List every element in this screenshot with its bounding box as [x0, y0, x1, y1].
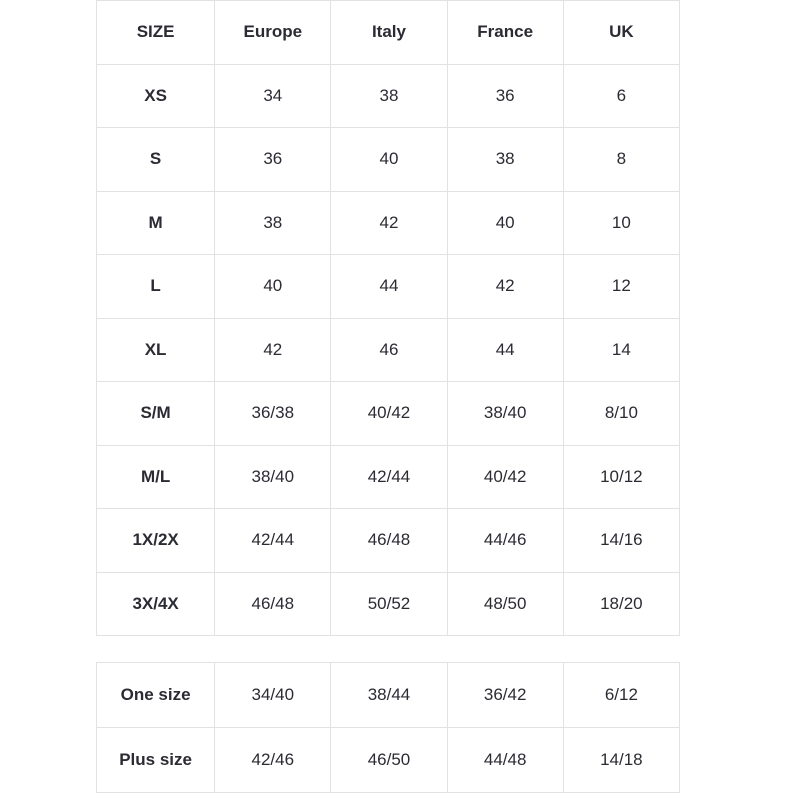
cell-uk: 14 — [563, 318, 679, 382]
table-row — [97, 255, 680, 319]
cell-uk: 18/20 — [563, 572, 679, 636]
cell-europe: 42/44 — [215, 509, 331, 573]
row-label: S — [97, 128, 215, 192]
table-row — [97, 128, 680, 192]
cell-europe: 40 — [215, 255, 331, 319]
row-label: 1X/2X — [97, 509, 215, 573]
column-header-europe: Europe — [215, 1, 331, 65]
cell-france: 48/50 — [447, 572, 563, 636]
table-row — [97, 318, 680, 382]
column-header-france: France — [447, 1, 563, 65]
column-header-italy: Italy — [331, 1, 447, 65]
cell-italy: 40 — [331, 128, 447, 192]
cell-france: 36 — [447, 64, 563, 128]
row-label: L — [97, 255, 215, 319]
cell-uk: 14/16 — [563, 509, 679, 573]
row-label: XS — [97, 64, 215, 128]
cell-italy: 50/52 — [331, 572, 447, 636]
cell-europe: 42 — [215, 318, 331, 382]
table-row — [97, 191, 680, 255]
row-label: Plus size — [97, 728, 215, 793]
row-label: XL — [97, 318, 215, 382]
cell-uk: 10 — [563, 191, 679, 255]
column-header-size: SIZE — [97, 1, 215, 65]
table-row — [97, 445, 680, 509]
row-label: 3X/4X — [97, 572, 215, 636]
row-label: M/L — [97, 445, 215, 509]
cell-france: 40/42 — [447, 445, 563, 509]
cell-italy: 44 — [331, 255, 447, 319]
cell-uk: 14/18 — [563, 728, 679, 793]
table-row — [97, 64, 680, 128]
row-label: M — [97, 191, 215, 255]
cell-uk: 8 — [563, 128, 679, 192]
table-row — [97, 728, 680, 793]
cell-france: 38/40 — [447, 382, 563, 446]
cell-france: 44 — [447, 318, 563, 382]
cell-italy: 38 — [331, 64, 447, 128]
size-conversion-table — [96, 0, 680, 636]
table-row — [97, 509, 680, 573]
row-label: S/M — [97, 382, 215, 446]
header-row — [97, 1, 680, 65]
cell-uk: 10/12 — [563, 445, 679, 509]
column-header-uk: UK — [563, 1, 679, 65]
cell-uk: 6 — [563, 64, 679, 128]
cell-france: 44/48 — [447, 728, 563, 793]
cell-france: 38 — [447, 128, 563, 192]
cell-italy: 38/44 — [331, 663, 447, 728]
cell-europe: 46/48 — [215, 572, 331, 636]
cell-uk: 12 — [563, 255, 679, 319]
cell-europe: 34 — [215, 64, 331, 128]
table-header — [97, 1, 680, 65]
cell-italy: 46/48 — [331, 509, 447, 573]
cell-europe: 38/40 — [215, 445, 331, 509]
cell-uk: 6/12 — [563, 663, 679, 728]
cell-france: 42 — [447, 255, 563, 319]
table-body — [97, 663, 680, 793]
cell-europe: 36 — [215, 128, 331, 192]
cell-france: 40 — [447, 191, 563, 255]
cell-france: 36/42 — [447, 663, 563, 728]
table-row — [97, 572, 680, 636]
cell-italy: 42 — [331, 191, 447, 255]
cell-italy: 46/50 — [331, 728, 447, 793]
table-row — [97, 382, 680, 446]
table-body — [97, 64, 680, 636]
table-row — [97, 663, 680, 728]
cell-italy: 46 — [331, 318, 447, 382]
cell-europe: 36/38 — [215, 382, 331, 446]
cell-uk: 8/10 — [563, 382, 679, 446]
row-label: One size — [97, 663, 215, 728]
cell-italy: 40/42 — [331, 382, 447, 446]
cell-europe: 38 — [215, 191, 331, 255]
cell-europe: 42/46 — [215, 728, 331, 793]
one-size-conversion-table — [96, 662, 680, 793]
cell-italy: 42/44 — [331, 445, 447, 509]
cell-europe: 34/40 — [215, 663, 331, 728]
cell-france: 44/46 — [447, 509, 563, 573]
